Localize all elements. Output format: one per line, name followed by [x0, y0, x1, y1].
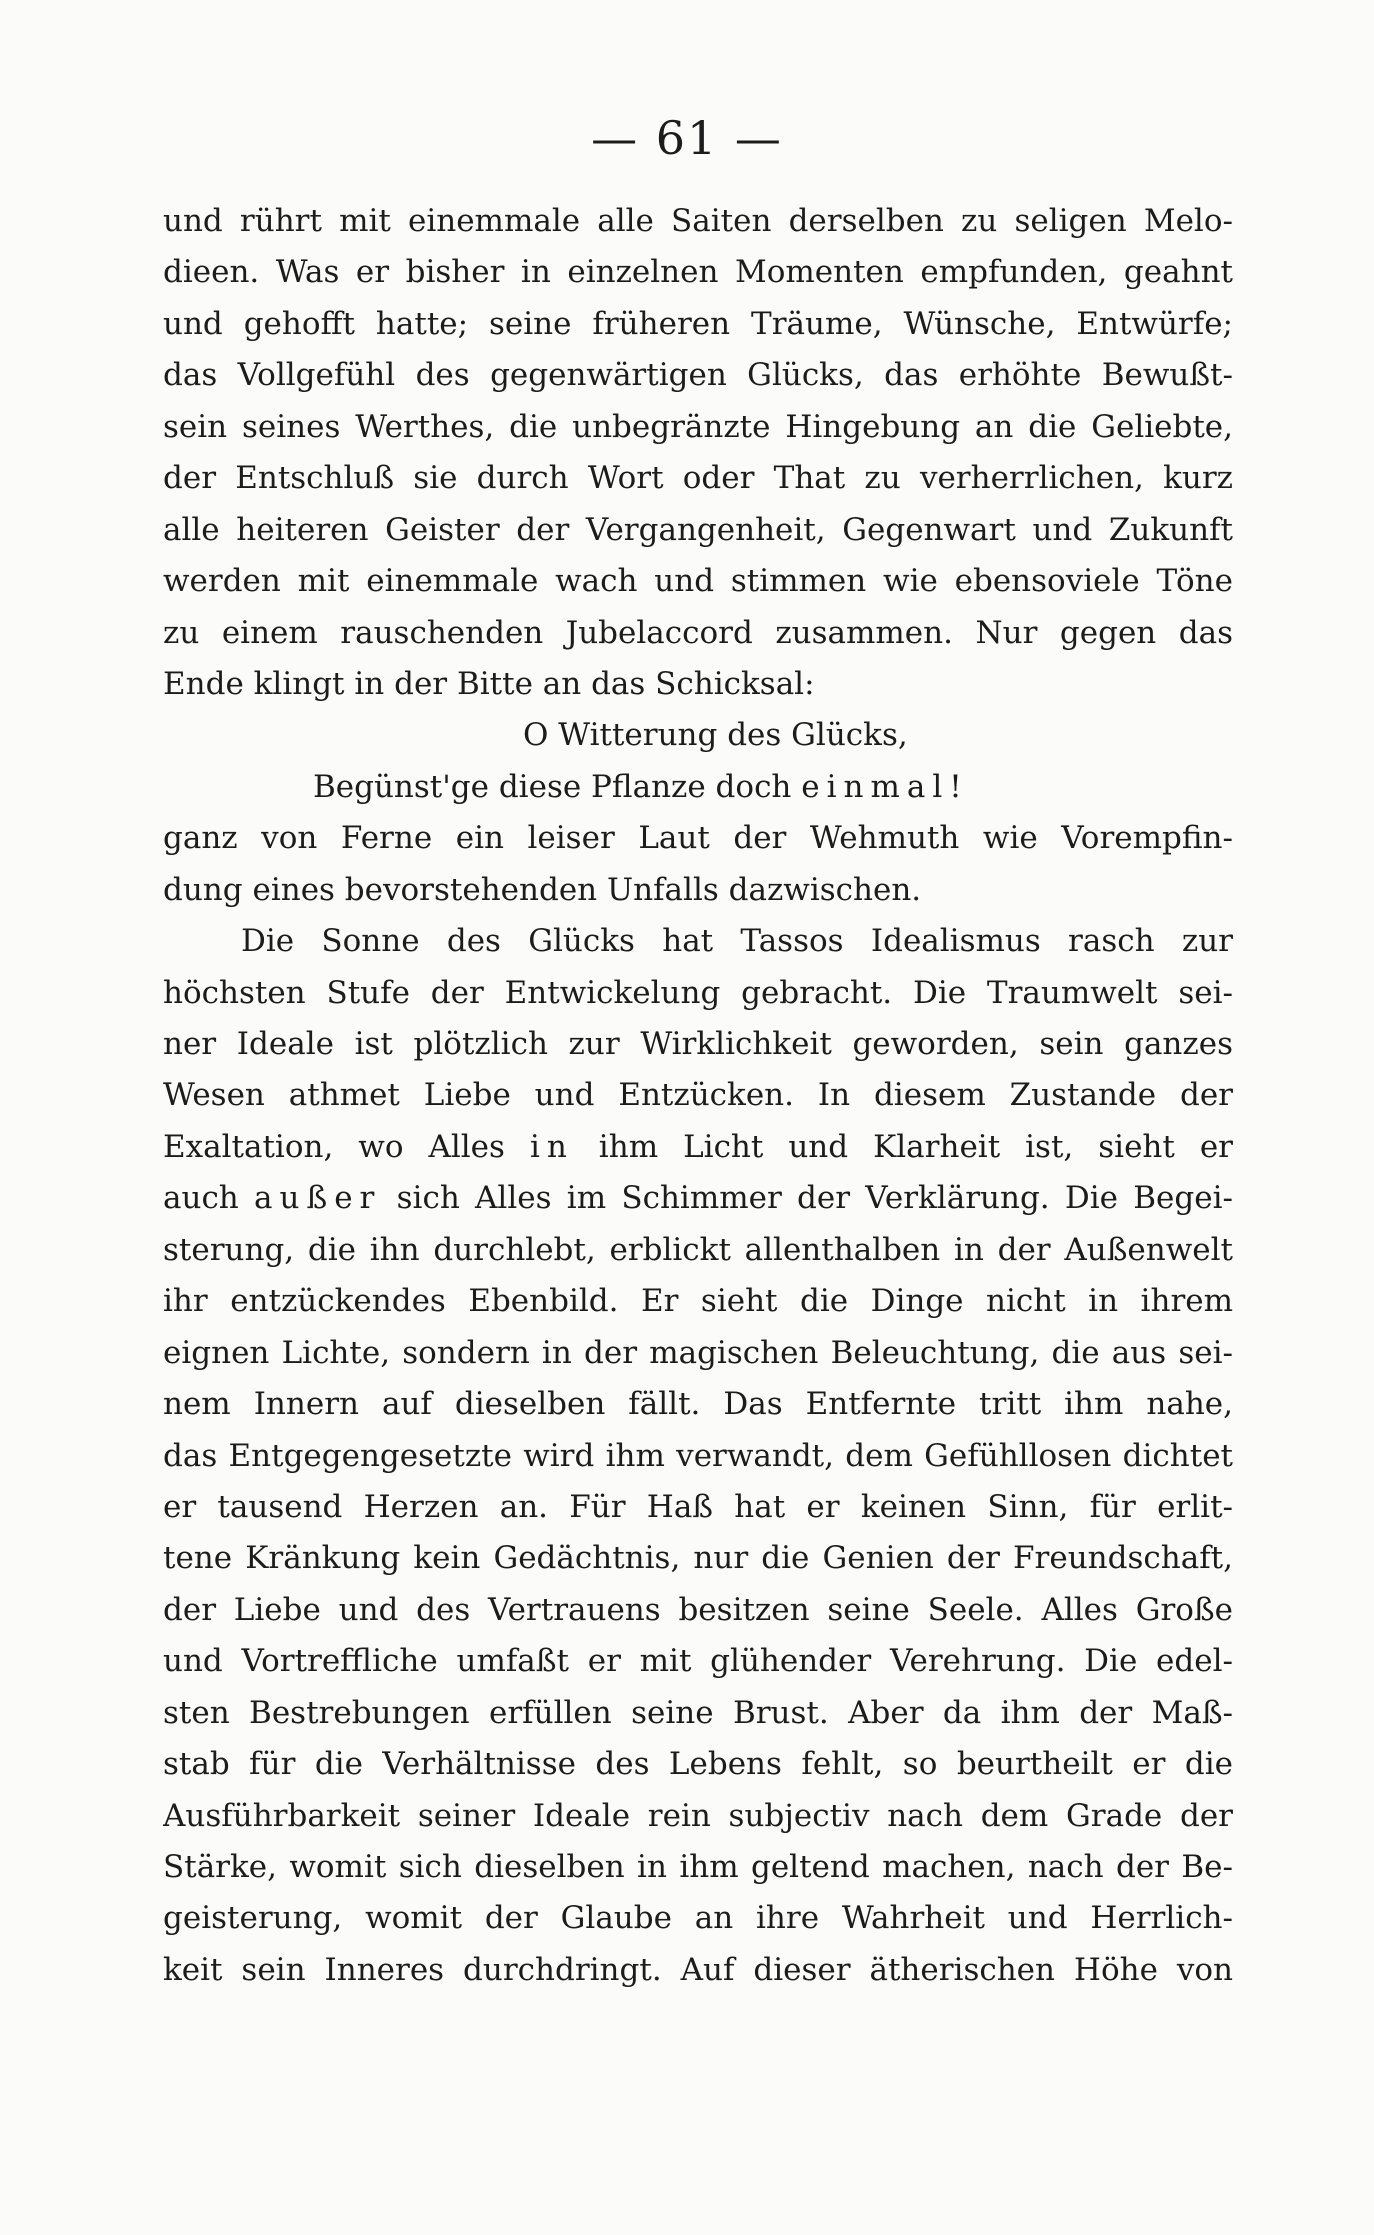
text-line: [163, 1842, 1233, 1893]
text-segment: nem Innern auf dieselben fällt. Das Entfernte tritt ihm nahe,: [163, 1386, 1233, 1423]
text-segment: Exaltation, wo Alles: [163, 1128, 530, 1165]
text-line: [163, 1585, 1233, 1636]
text-line: [163, 1173, 1233, 1224]
text-segment: ner Ideale ist plötzlich zur Wirklichkeit geworden, sein ganzes: [163, 1026, 1233, 1062]
spaced-emphasis: in: [529, 1128, 574, 1165]
text-segment: er tausend Herzen an. Für Haß hat er keinen Sinn, für erlit-: [163, 1488, 1233, 1525]
text-segment: werden mit einemmale wach und stimmen wie ebensoviele Töne: [163, 563, 1233, 600]
text-segment: Ende klingt in der Bitte an das Schicksal:: [163, 665, 815, 702]
text-segment: ganz von Ferne ein leiser Laut der Wehmuth wie Vorempfin-: [163, 820, 1233, 857]
text-segment: sten Bestrebungen erfüllen seine Brust. Aber da ihm der Maß-: [163, 1694, 1233, 1731]
text-line: [163, 813, 1233, 864]
text-line: [163, 1070, 1233, 1121]
text-segment: der Entschluß sie durch Wort oder That zu verherrlichen, kurz: [163, 460, 1233, 497]
text-line: [163, 659, 1233, 710]
text-line: [163, 608, 1233, 659]
text-segment: auch: [163, 1180, 255, 1217]
text-segment: ihm Licht und Klarheit ist, sieht er: [573, 1128, 1233, 1165]
text-segment: tene Kränkung kein Gedächtnis, nur die Genien der Freundschaft,: [163, 1540, 1233, 1577]
text-line: [163, 1328, 1233, 1379]
text-segment: das Entgegengesetzte wird ihm verwandt, dem Gefühllosen dichtet: [163, 1437, 1233, 1474]
text-line: [163, 968, 1233, 1019]
text-segment: alle heiteren Geister der Vergangenheit, Gegenwart und Zukunft: [163, 511, 1233, 548]
text-line: [163, 1379, 1233, 1430]
text-segment: stab für die Verhältnisse des Lebens fehlt, so beurtheilt er die: [163, 1746, 1233, 1783]
text-segment: O Witterung des Glücks,: [523, 717, 908, 754]
text-line: [163, 196, 1233, 247]
text-line: [163, 299, 1233, 350]
text-line: [163, 1122, 1233, 1173]
text-line: [163, 762, 1233, 813]
text-line: [163, 556, 1233, 607]
spaced-emphasis: außer: [254, 1180, 382, 1217]
text-segment: sterung, die ihn durchlebt, erblickt allenthalben in der Außenwelt: [163, 1231, 1233, 1268]
text-line: [163, 1739, 1233, 1790]
text-line: [163, 1636, 1233, 1687]
text-segment: Begünst'ge diese Pflanze doch: [313, 768, 802, 805]
text-line: [163, 1019, 1233, 1070]
text-line: [163, 350, 1233, 401]
text-line: [163, 505, 1233, 556]
text-segment: und gehofft hatte; seine früheren Träume, Wünsche, Entwürfe;: [163, 305, 1233, 342]
text-line: [163, 865, 1233, 916]
text-segment: und Vortreffliche umfaßt er mit glühender Verehrung. Die edel-: [163, 1643, 1233, 1680]
text-line: [163, 1431, 1233, 1482]
text-segment: das Vollgefühl des gegenwärtigen Glücks, das erhöhte Bewußt-: [163, 357, 1233, 394]
text-line: [163, 1893, 1233, 1944]
body-text: [163, 196, 1233, 1996]
text-line: [163, 453, 1233, 504]
text-segment: keit sein Inneres durchdringt. Auf dieser ätherischen Höhe von: [163, 1951, 1233, 1988]
text-segment: dung eines bevorstehenden Unfalls dazwischen.: [163, 871, 922, 908]
text-segment: dieen. Was er bisher in einzelnen Momenten empfunden, geahnt: [163, 254, 1233, 291]
text-line: [163, 1276, 1233, 1327]
text-line: [163, 402, 1233, 453]
text-segment: höchsten Stufe der Entwickelung gebracht. Die Traumwelt sei-: [163, 974, 1233, 1011]
text-line: [163, 710, 1233, 761]
text-line: [163, 1533, 1233, 1584]
text-line: [163, 1225, 1233, 1276]
text-segment: sich Alles im Schimmer der Verklärung. Die Begei-: [381, 1180, 1233, 1217]
text-segment: zu einem rauschenden Jubelaccord zusammen. Nur gegen das: [163, 614, 1233, 651]
text-segment: eignen Lichte, sondern in der magischen Beleuchtung, die aus sei-: [163, 1334, 1233, 1371]
text-line: [163, 1482, 1233, 1533]
text-line: [163, 916, 1233, 967]
text-segment: sein seines Werthes, die unbegränzte Hingebung an die Geliebte,: [163, 408, 1233, 445]
page-number: — 61 —: [591, 111, 783, 165]
text-segment: Stärke, womit sich dieselben in ihm geltend machen, nach der Be-: [163, 1849, 1233, 1885]
text-segment: und rührt mit einemmale alle Saiten derselben zu seligen Melo-: [163, 203, 1233, 239]
text-line: [163, 1688, 1233, 1739]
text-segment: geisterung, womit der Glaube an ihre Wahrheit und Herrlich-: [163, 1900, 1233, 1937]
text-segment: Die Sonne des Glücks hat Tassos Idealismus rasch zur: [241, 923, 1233, 960]
text-segment: Wesen athmet Liebe und Entzücken. In diesem Zustande der: [163, 1077, 1233, 1114]
text-line: [163, 247, 1233, 298]
text-line: [163, 1791, 1233, 1842]
text-segment: Ausführbarkeit seiner Ideale rein subjectiv nach dem Grade der: [163, 1797, 1233, 1834]
spaced-emphasis: einmal!: [801, 768, 969, 805]
text-segment: ihr entzückendes Ebenbild. Er sieht die Dinge nicht in ihrem: [163, 1283, 1233, 1320]
text-segment: der Liebe und des Vertrauens besitzen seine Seele. Alles Große: [163, 1591, 1233, 1628]
text-line: [163, 1945, 1233, 1996]
